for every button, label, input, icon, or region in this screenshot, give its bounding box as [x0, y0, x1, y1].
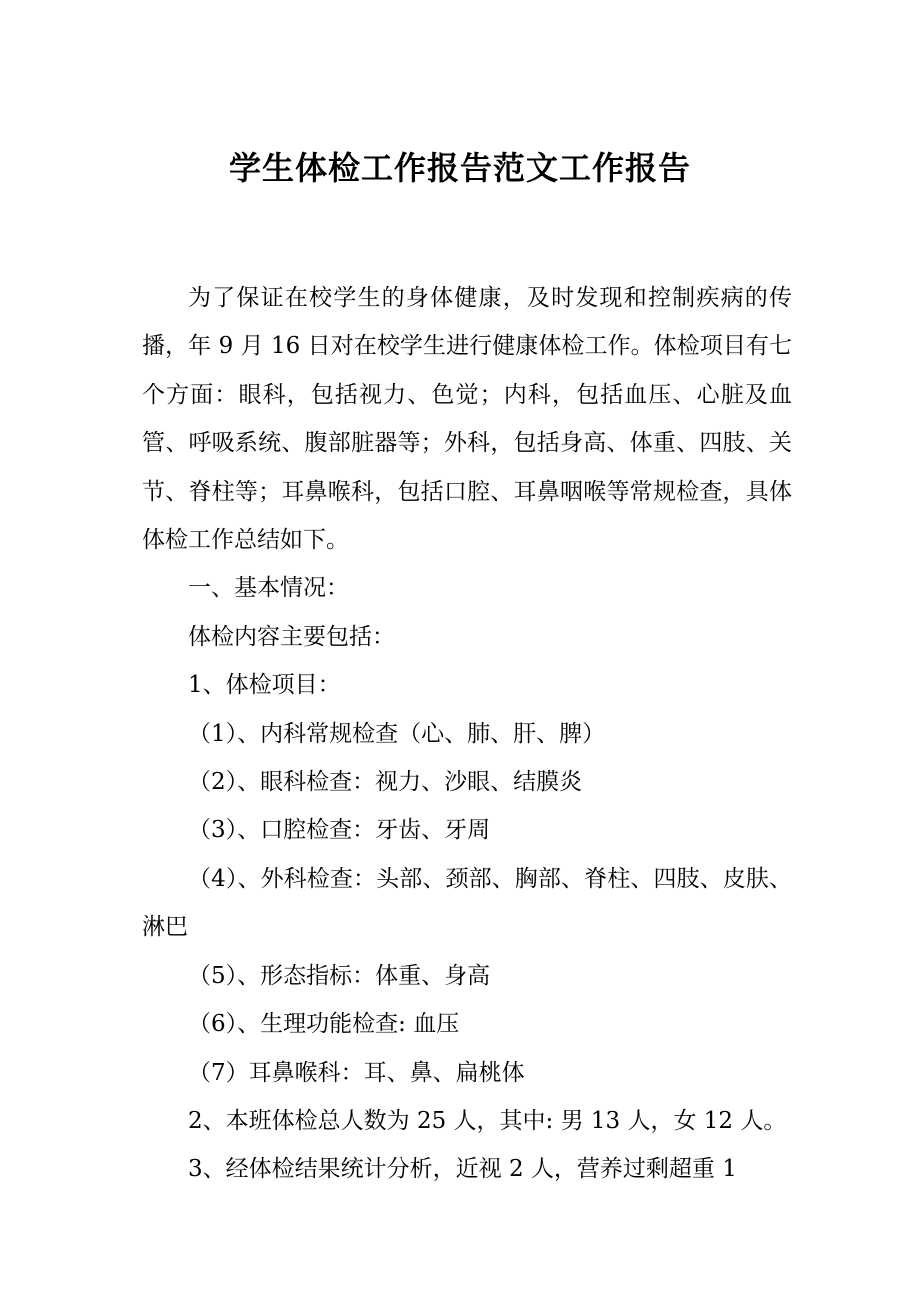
list-item-eye: （2）、眼科检查：视力、沙眼、结膜炎 [188, 769, 583, 796]
intro-paragraph: 为了保证在校学生的身体健康，及时发现和控制疾病的传播，年 9 月 16 日对在校学生进行健康体检工作。体检项目有七个方面：眼科，包括视力、色觉；内科，包括血压、心脏及血管、呼吸系统、腹部脏器等；外科，包括身高、体重、四肢、关节、脊柱等；耳鼻喉科，包括口腔、耳鼻咽喉等常规检查，具体体检工作总结如下。 [142, 285, 792, 554]
stat-analysis: 3、经体检结果统计分析，近视 2 人，营养过剩超重 1 [188, 1156, 737, 1183]
list-item-oral: （3）、口腔检查：牙齿、牙周 [188, 817, 491, 844]
content-intro: 体检内容主要包括： [188, 623, 395, 650]
list-heading-items: 1、体检项目： [188, 672, 341, 699]
document-title: 学生体检工作报告范文工作报告 [228, 149, 691, 187]
section-heading-basic: 一、基本情况： [188, 575, 349, 602]
stat-total: 2、本班体检总人数为 25 人，其中: 男 13 人，女 12 人。 [188, 1107, 787, 1134]
list-item-surgery: （4）、外科检查：头部、颈部、胸部、脊柱、四肢、皮肤、淋巴 [142, 865, 792, 941]
document-body [142, 274, 792, 1194]
list-item-ent: （7）耳鼻喉科：耳、鼻、扁桃体 [188, 1059, 525, 1086]
list-item-physiology: （6）、生理功能检查: 血压 [188, 1011, 460, 1038]
list-item-internal: （1）、内科常规检查（心、肺、肝、脾） [188, 720, 606, 747]
list-item-morphology: （5）、形态指标：体重、身高 [188, 962, 491, 989]
